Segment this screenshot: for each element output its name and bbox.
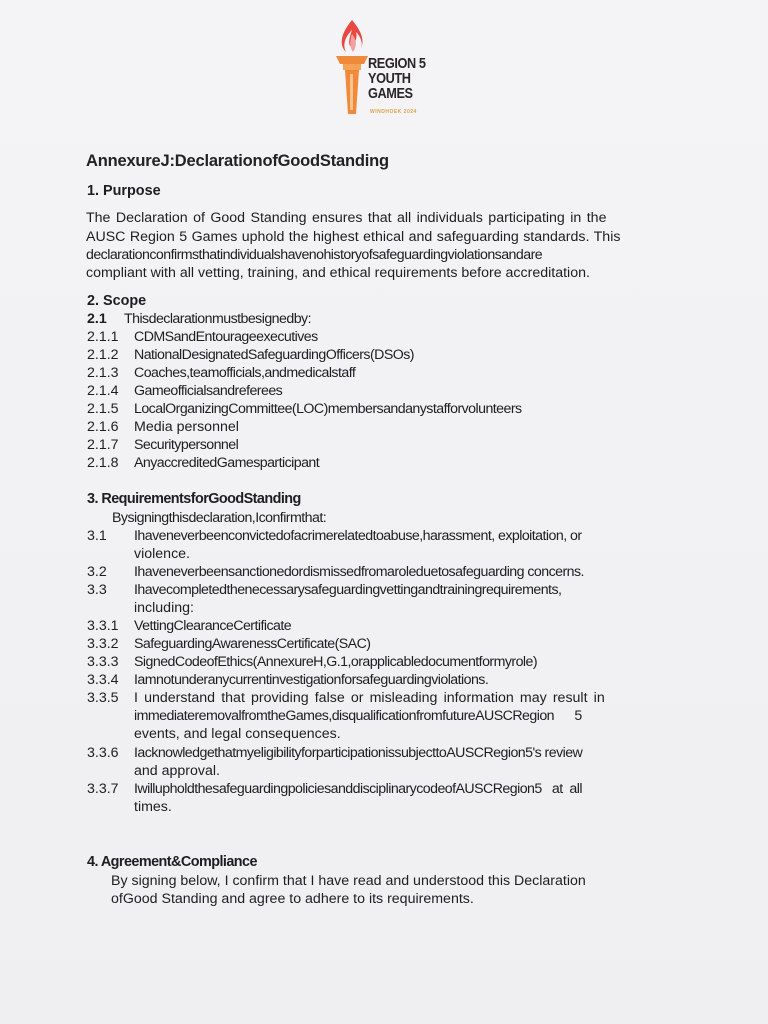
logo-text: REGION 5 YOUTH GAMES [368, 55, 426, 102]
torch-icon [332, 16, 372, 116]
list-item: 3.3.6 IacknowledgethatmyeligibilityforparticipationissubjecttoAUSCRegion5's review and approval. [87, 745, 583, 779]
list-item: 3.3.2 SafeguardingAwarenessCertificate(SAC) [87, 636, 371, 652]
purpose-line: AUSC Region 5 Games uphold the highest ethical and safeguarding standards. This [86, 229, 621, 245]
section-heading-requirements: 3. RequirementsforGoodStanding [87, 491, 301, 507]
purpose-line: The Declaration of Good Standing ensures that all individuals participating in the [86, 210, 607, 226]
list-item: 2.1.7 Securitypersonnel [87, 437, 239, 453]
logo-subtitle: WINDHOEK 2024 [370, 109, 417, 115]
purpose-line: declarationconfirmsthatindividualshavenohistoryofsafeguardingviolationsandare [86, 247, 543, 263]
section-heading-agreement: 4. Agreement&Compliance [87, 854, 257, 870]
list-item: 3.3.1 VettingClearanceCertificate [87, 618, 292, 634]
list-item: 3.3.4 Iamnotunderanycurrentinvestigationforsafeguardingviolations. [87, 672, 489, 688]
list-item: 2.1.8 AnyaccreditedGamesparticipant [87, 455, 320, 471]
requirements-intro: Bysigningthisdeclaration,Iconfirmthat: [112, 510, 327, 526]
list-item: 3.2 Ihaveneverbeensanctionedordismissedfromaroleduetosafeguarding concerns. [87, 564, 584, 580]
list-item: 2.1.4 Gameofficialsandreferees [87, 383, 283, 399]
list-item: 3.3.7 IwillupholdthesafeguardingpoliciesanddisciplinarycodeofAUSCRegion5 at all times. [87, 781, 582, 815]
scope-intro [87, 311, 311, 327]
list-item: 2.1.5 LocalOrganizingCommittee(LOC)membersandanystafforvolunteers [87, 401, 522, 417]
document-title: AnnexureJ:DeclarationofGoodStanding [86, 152, 389, 170]
list-item: 2.1.1 CDMSandEntourageexecutives [87, 329, 318, 345]
agreement-line: By signing below, I confirm that I have read and understood this Declaration [111, 873, 586, 889]
list-item: 3.3.5 I understand that providing false or misleading information may result in immediateremovalfromtheGames,disqualificationfromfutureAUSCRegion 5 events, and legal consequences. [87, 690, 605, 742]
list-item: 2.1.6 Media personnel [87, 419, 239, 435]
list-item: 3.3.3 SignedCodeofEthics(AnnexureH,G.1,orapplicabledocumentformyrole) [87, 654, 538, 670]
list-item: 3.1 Ihaveneverbeenconvictedofacrimerelatedtoabuse,harassment, exploitation, or violence. [87, 528, 582, 562]
scope-intro-text: Thisdeclarationmustbesignedby: [124, 311, 311, 327]
list-item: 3.3 Ihavecompletedthenecessarysafeguardingvettingandtrainingrequirements, including: [87, 582, 562, 616]
agreement-line: ofGood Standing and agree to adhere to its requirements. [111, 891, 474, 907]
section-heading-purpose: 1. Purpose [87, 183, 161, 199]
scope-intro-number: 2.1 [87, 311, 107, 327]
section-heading-scope: 2. Scope [87, 293, 147, 309]
list-item: 2.1.2 NationalDesignatedSafeguardingOfficers(DSOs) [87, 347, 414, 363]
purpose-line: compliant with all vetting, training, and ethical requirements before accreditation. [86, 265, 590, 281]
list-item: 2.1.3 Coaches,teamofficials,andmedicalstaff [87, 365, 356, 381]
region5-youth-games-logo [330, 16, 440, 124]
